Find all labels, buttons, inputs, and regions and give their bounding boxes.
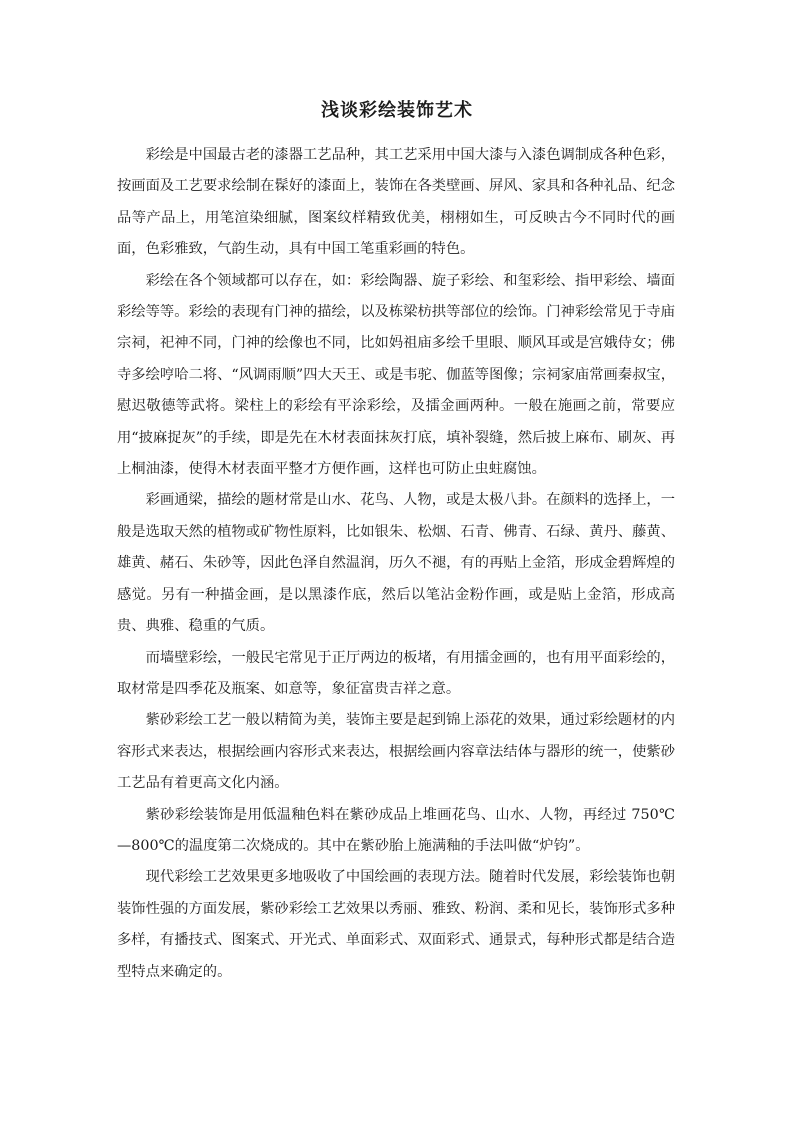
paragraph-5: 紫砂彩绘工艺一般以精简为美，装饰主要是起到锦上添花的效果，通过彩绘题材的内容形式来表达，根据绘画内容形式来表达，根据绘画内容章法结体与器形的统一，使紫砂工艺品有着更高文化内涵。 <box>117 712 675 792</box>
document-body <box>117 140 675 988</box>
paragraph-3: 彩画通梁，描绘的题材常是山水、花鸟、人物，或是太极八卦。在颜料的选择上，一般是选取天然的植物或矿物性原料，比如银朱、松烟、石青、佛青、石绿、黄丹、藤黄、雄黄、赭石、朱砂等，因此色泽自然温润，历久不褪，有的再贴上金箔，形成金碧辉煌的感觉。另有一种描金画，是以黑漆作底，然后以笔沾金粉作画，或是贴上金箔，形成高贵、典雅、稳重的气质。 <box>117 492 675 635</box>
document-title: 浅谈彩绘装饰艺术 <box>321 100 473 121</box>
paragraph-7: 现代彩绘工艺效果更多地吸收了中国绘画的表现方法。随着时代发展，彩绘装饰也朝装饰性强的方面发展，紫砂彩绘工艺效果以秀丽、雅致、粉润、柔和见长，装饰形式多种多样，有播技式、图案式、开光式、单面彩式、双面彩式、通景式，每种形式都是结合造型特点来确定的。 <box>117 869 675 980</box>
paragraph-1: 彩绘是中国最古老的漆器工艺品种，其工艺采用中国大漆与入漆色调制成各种色彩，按画面及工艺要求绘制在髹好的漆面上，装饰在各类壁画、屏风、家具和各种礼品、纪念品等产品上，用笔渲染细腻，图案纹样精致优美，栩栩如生，可反映古今不同时代的画面，色彩雅致，气韵生动，具有中国工笔重彩画的特色。 <box>117 147 675 258</box>
paragraph-2: 彩绘在各个领域都可以存在，如：彩绘陶器、旋子彩绘、和玺彩绘、指甲彩绘、墙面彩绘等等。彩绘的表现有门神的描绘，以及栋梁枋拱等部位的绘饰。门神彩绘常见于寺庙宗祠，祀神不同，门神的绘像也不同，比如妈祖庙多绘千里眼、顺风耳或是宫娥侍女；佛寺多绘哼哈二将、“风调雨顺”四大天王、或是韦驼、伽蓝等图像；宗祠家庙常画秦叔宝，慰迟敬德等武将。梁柱上的彩绘有平涂彩绘，及擂金画两种。一般在施画之前，常要应用“披麻捉灰”的手续，即是先在木材表面抹灰打底，填补裂缝，然后披上麻布、刷灰、再上桐油漆，使得木材表面平整才方便作画，这样也可防止虫蛀腐蚀。 <box>117 272 675 478</box>
paragraph-6: 紫砂彩绘装饰是用低温釉色料在紫砂成品上堆画花鸟、山水、人物，再经过 750℃—800℃的温度第二次烧成的。其中在紫砂胎上施满釉的手法叫做“炉钧”。 <box>117 806 675 854</box>
paragraph-4: 而墙壁彩绘，一般民宅常见于正厅两边的板堵，有用擂金画的，也有用平面彩绘的，取材常是四季花及瓶案、如意等，象征富贵吉祥之意。 <box>117 649 675 697</box>
